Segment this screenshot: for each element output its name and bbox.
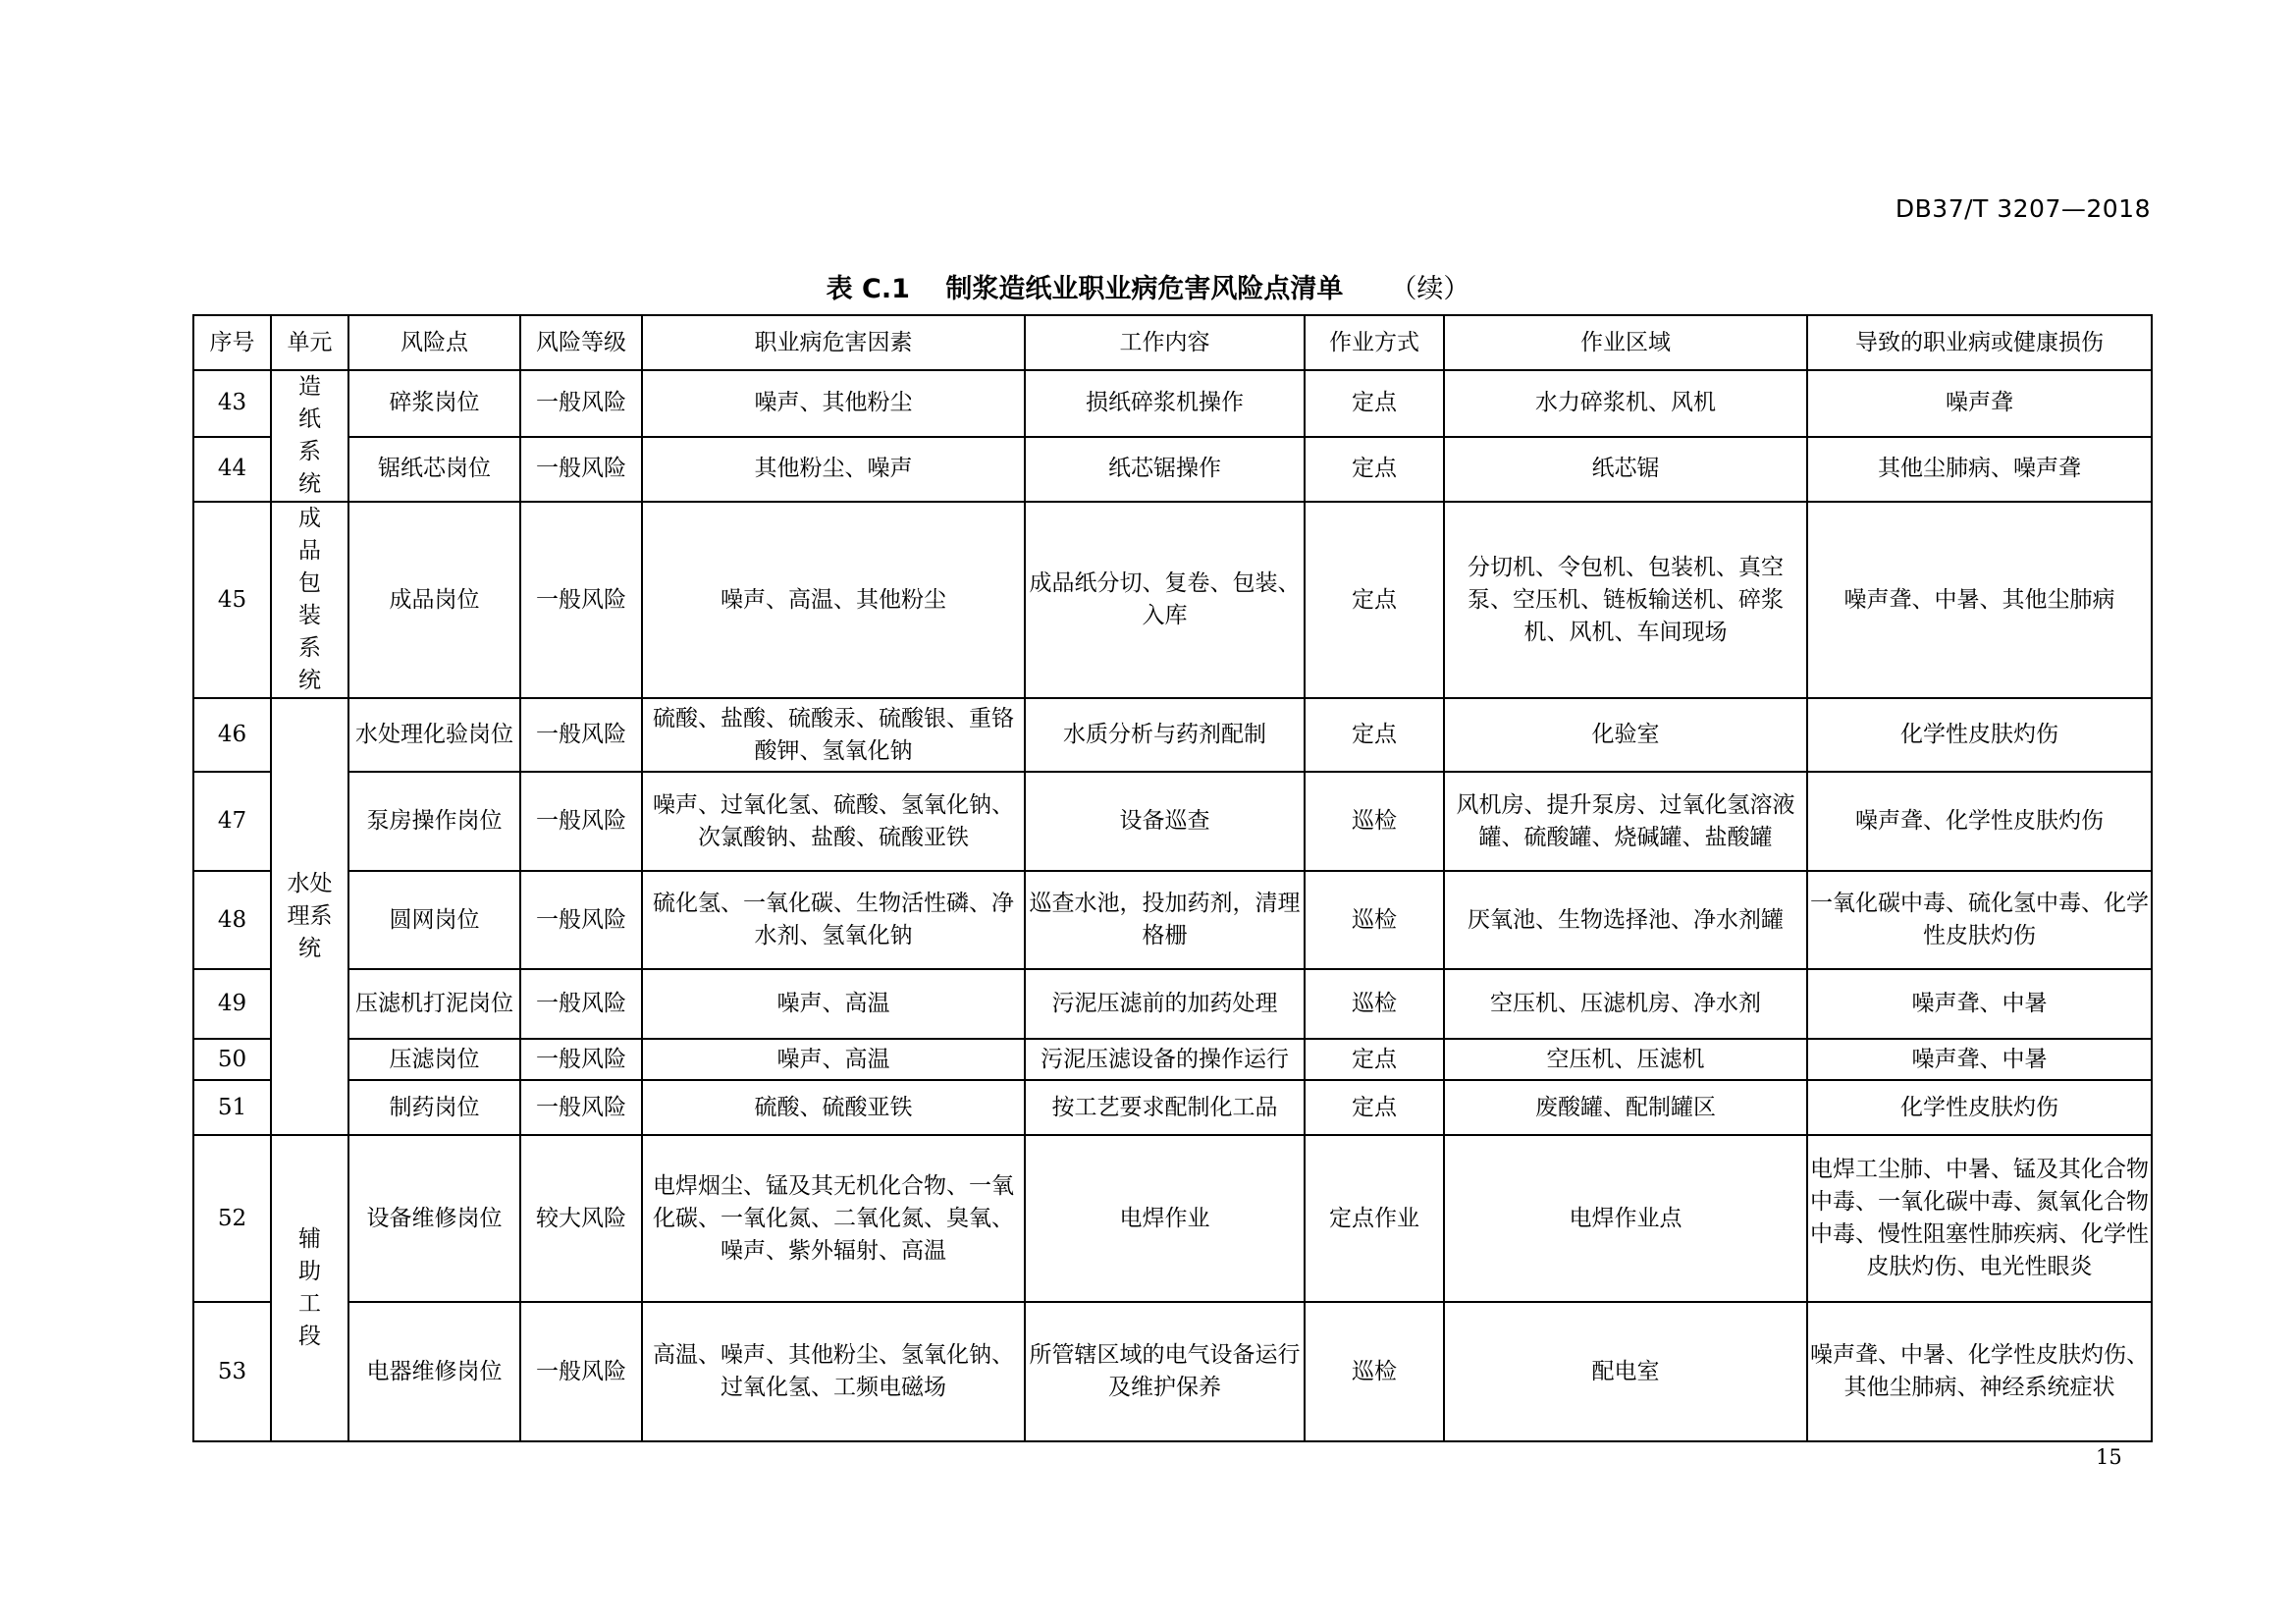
cell-work-mode: 巡检 — [1305, 1302, 1444, 1441]
cell-disease: 噪声聋、化学性皮肤灼伤 — [1807, 772, 2152, 871]
cell-disease: 化学性皮肤灼伤 — [1807, 1080, 2152, 1135]
cell-work-area: 水力碎浆机、风机 — [1444, 370, 1807, 437]
cell-risk-level: 一般风险 — [520, 502, 642, 698]
cell-no: 48 — [193, 871, 271, 969]
cell-work-content: 所管辖区域的电气设备运行及维护保养 — [1025, 1302, 1305, 1441]
table-row — [193, 1302, 2152, 1441]
cell-work-content: 水质分析与药剂配制 — [1025, 698, 1305, 772]
cell-work-area: 分切机、令包机、包装机、真空泵、空压机、链板输送机、碎浆机、风机、车间现场 — [1444, 502, 1807, 698]
cell-work-mode: 巡检 — [1305, 871, 1444, 969]
cell-risk-point: 电器维修岗位 — [348, 1302, 520, 1441]
table-row — [193, 698, 2152, 772]
cell-risk-level: 一般风险 — [520, 1080, 642, 1135]
cell-disease: 其他尘肺病、噪声聋 — [1807, 437, 2152, 502]
cell-work-content: 污泥压滤前的加药处理 — [1025, 969, 1305, 1039]
cell-work-mode: 巡检 — [1305, 772, 1444, 871]
cell-work-mode: 巡检 — [1305, 969, 1444, 1039]
cell-unit: 造纸系统 — [271, 370, 348, 502]
cell-risk-point: 圆网岗位 — [348, 871, 520, 969]
cell-disease: 噪声聋、中暑、化学性皮肤灼伤、其他尘肺病、神经系统症状 — [1807, 1302, 2152, 1441]
cell-work-area: 废酸罐、配制罐区 — [1444, 1080, 1807, 1135]
cell-no: 45 — [193, 502, 271, 698]
cell-disease: 电焊工尘肺、中暑、锰及其化合物中毒、一氧化碳中毒、氮氧化合物中毒、慢性阻塞性肺疾病、化学性皮肤灼伤、电光性眼炎 — [1807, 1135, 2152, 1302]
cell-work-content: 电焊作业 — [1025, 1135, 1305, 1302]
column-header-work-mode: 作业方式 — [1305, 315, 1444, 370]
table-row — [193, 772, 2152, 871]
cell-risk-point: 泵房操作岗位 — [348, 772, 520, 871]
column-header-risk-point: 风险点 — [348, 315, 520, 370]
cell-disease: 一氧化碳中毒、硫化氢中毒、化学性皮肤灼伤 — [1807, 871, 2152, 969]
cell-work-area: 厌氧池、生物选择池、净水剂罐 — [1444, 871, 1807, 969]
table-title-text: 表 C.1 制浆造纸业职业病危害风险点清单 — [826, 274, 1344, 304]
cell-hazards: 高温、噪声、其他粉尘、氢氧化钠、过氧化氢、工频电磁场 — [642, 1302, 1025, 1441]
cell-hazards: 噪声、高温 — [642, 1039, 1025, 1080]
table-continued-label: （续） — [1390, 274, 1470, 304]
cell-hazards: 噪声、高温、其他粉尘 — [642, 502, 1025, 698]
table-row — [193, 1039, 2152, 1080]
cell-disease: 化学性皮肤灼伤 — [1807, 698, 2152, 772]
cell-unit: 成品包装系统 — [271, 502, 348, 698]
table-row — [193, 370, 2152, 437]
cell-work-area: 电焊作业点 — [1444, 1135, 1807, 1302]
cell-risk-point: 设备维修岗位 — [348, 1135, 520, 1302]
cell-disease: 噪声聋、中暑、其他尘肺病 — [1807, 502, 2152, 698]
table-row — [193, 1135, 2152, 1302]
cell-unit: 辅助工段 — [271, 1135, 348, 1441]
cell-risk-point: 锯纸芯岗位 — [348, 437, 520, 502]
column-header-disease: 导致的职业病或健康损伤 — [1807, 315, 2152, 370]
cell-work-content: 损纸碎浆机操作 — [1025, 370, 1305, 437]
cell-no: 52 — [193, 1135, 271, 1302]
cell-work-mode: 定点 — [1305, 502, 1444, 698]
cell-work-content: 纸芯锯操作 — [1025, 437, 1305, 502]
risk-table — [192, 314, 2153, 1442]
cell-risk-level: 一般风险 — [520, 969, 642, 1039]
cell-no: 46 — [193, 698, 271, 772]
cell-work-area: 空压机、压滤机房、净水剂 — [1444, 969, 1807, 1039]
cell-risk-level: 较大风险 — [520, 1135, 642, 1302]
table-header-row — [193, 315, 2152, 370]
cell-risk-point: 制药岗位 — [348, 1080, 520, 1135]
column-header-risk-level: 风险等级 — [520, 315, 642, 370]
cell-risk-point: 压滤岗位 — [348, 1039, 520, 1080]
cell-no: 50 — [193, 1039, 271, 1080]
cell-disease: 噪声聋、中暑 — [1807, 969, 2152, 1039]
cell-work-content: 污泥压滤设备的操作运行 — [1025, 1039, 1305, 1080]
table-row — [193, 502, 2152, 698]
cell-work-mode: 定点 — [1305, 1080, 1444, 1135]
cell-work-mode: 定点作业 — [1305, 1135, 1444, 1302]
cell-no: 51 — [193, 1080, 271, 1135]
cell-unit: 水处理系统 — [271, 698, 348, 1135]
cell-no: 53 — [193, 1302, 271, 1441]
cell-work-mode: 定点 — [1305, 1039, 1444, 1080]
cell-risk-level: 一般风险 — [520, 437, 642, 502]
cell-disease: 噪声聋、中暑 — [1807, 1039, 2152, 1080]
cell-no: 44 — [193, 437, 271, 502]
cell-work-area: 纸芯锯 — [1444, 437, 1807, 502]
cell-hazards: 硫化氢、一氧化碳、生物活性磷、净水剂、氢氧化钠 — [642, 871, 1025, 969]
cell-risk-point: 水处理化验岗位 — [348, 698, 520, 772]
column-header-work-area: 作业区域 — [1444, 315, 1807, 370]
table-row — [193, 437, 2152, 502]
cell-hazards: 噪声、过氧化氢、硫酸、氢氧化钠、次氯酸钠、盐酸、硫酸亚铁 — [642, 772, 1025, 871]
cell-hazards: 噪声、高温 — [642, 969, 1025, 1039]
cell-risk-level: 一般风险 — [520, 1302, 642, 1441]
cell-hazards: 硫酸、盐酸、硫酸汞、硫酸银、重铬酸钾、氢氧化钠 — [642, 698, 1025, 772]
table-row — [193, 969, 2152, 1039]
cell-work-area: 配电室 — [1444, 1302, 1807, 1441]
cell-work-area: 空压机、压滤机 — [1444, 1039, 1807, 1080]
cell-hazards: 电焊烟尘、锰及其无机化合物、一氧化碳、一氧化氮、二氧化氮、臭氧、噪声、紫外辐射、高温 — [642, 1135, 1025, 1302]
cell-no: 47 — [193, 772, 271, 871]
table-title — [0, 267, 2296, 305]
cell-work-area: 化验室 — [1444, 698, 1807, 772]
table-row — [193, 871, 2152, 969]
cell-no: 43 — [193, 370, 271, 437]
cell-risk-level: 一般风险 — [520, 698, 642, 772]
cell-risk-level: 一般风险 — [520, 1039, 642, 1080]
cell-work-mode: 定点 — [1305, 370, 1444, 437]
cell-risk-level: 一般风险 — [520, 370, 642, 437]
cell-risk-level: 一般风险 — [520, 772, 642, 871]
cell-work-area: 风机房、提升泵房、过氧化氢溶液罐、硫酸罐、烧碱罐、盐酸罐 — [1444, 772, 1807, 871]
column-header-unit: 单元 — [271, 315, 348, 370]
cell-work-content: 按工艺要求配制化工品 — [1025, 1080, 1305, 1135]
standard-code: DB37/T 3207—2018 — [1895, 194, 2151, 223]
cell-risk-point: 成品岗位 — [348, 502, 520, 698]
cell-risk-level: 一般风险 — [520, 871, 642, 969]
page-number: 15 — [2096, 1445, 2122, 1469]
cell-hazards: 噪声、其他粉尘 — [642, 370, 1025, 437]
cell-hazards: 其他粉尘、噪声 — [642, 437, 1025, 502]
cell-risk-point: 压滤机打泥岗位 — [348, 969, 520, 1039]
cell-disease: 噪声聋 — [1807, 370, 2152, 437]
column-header-work-content: 工作内容 — [1025, 315, 1305, 370]
cell-work-content: 设备巡查 — [1025, 772, 1305, 871]
cell-work-mode: 定点 — [1305, 437, 1444, 502]
cell-hazards: 硫酸、硫酸亚铁 — [642, 1080, 1025, 1135]
table-row — [193, 1080, 2152, 1135]
cell-risk-point: 碎浆岗位 — [348, 370, 520, 437]
column-header-no: 序号 — [193, 315, 271, 370]
cell-work-content: 巡查水池，投加药剂，清理格栅 — [1025, 871, 1305, 969]
cell-work-mode: 定点 — [1305, 698, 1444, 772]
cell-no: 49 — [193, 969, 271, 1039]
column-header-hazards: 职业病危害因素 — [642, 315, 1025, 370]
cell-work-content: 成品纸分切、复卷、包装、入库 — [1025, 502, 1305, 698]
